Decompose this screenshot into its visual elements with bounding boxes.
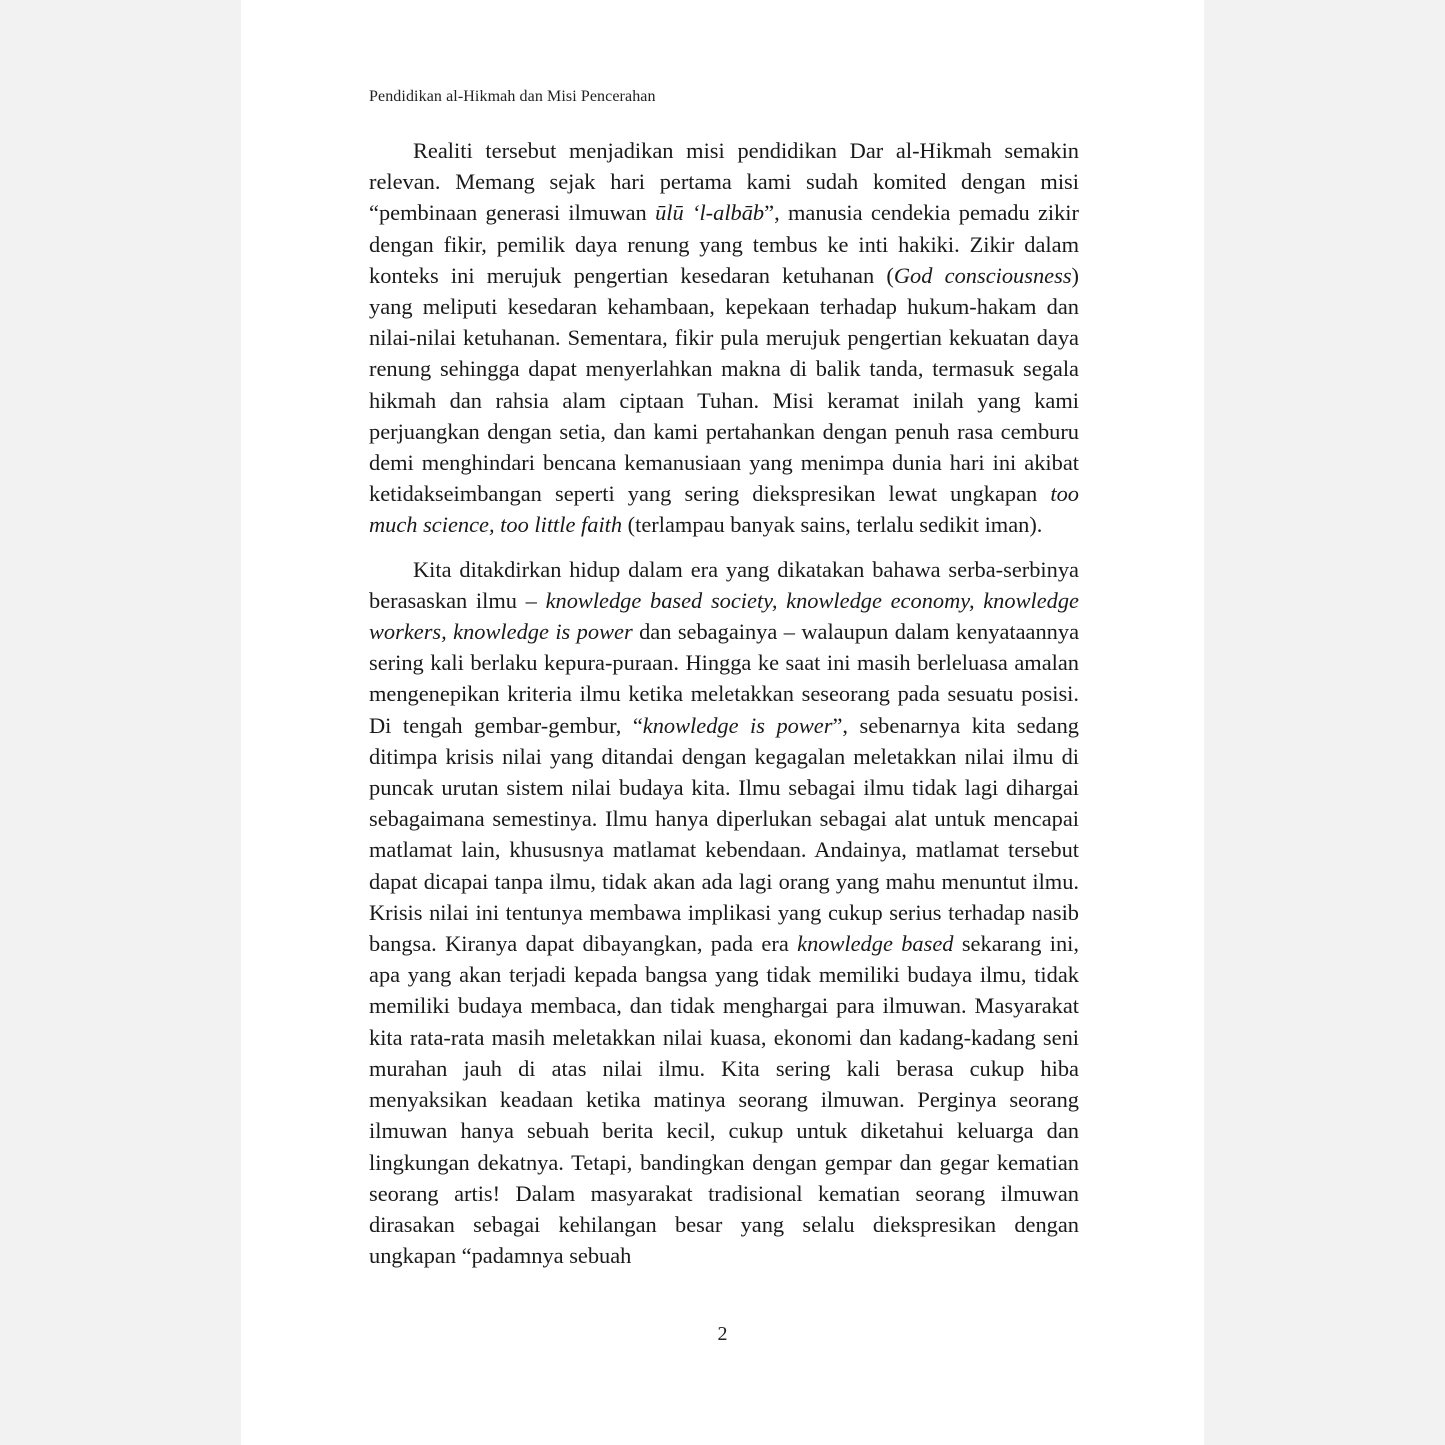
running-header: Pendidikan al-Hikmah dan Misi Pencerahan xyxy=(369,88,656,105)
paragraph-1-italic-2: God consciousness xyxy=(893,262,1072,288)
paragraph-2 xyxy=(369,554,1079,1272)
paragraph-2-text-2: dan sebagainya – walaupun dalam kenyataannya sering kali berlaku kepura-puraan. Hingga ke saat ini masih berleluasa amalan mengenepikan kriteria ilmu ketika meletakkan seseorang pada sesuatu posisi. Di tengah gembar-gembur, “ xyxy=(369,619,1080,738)
paragraph-2-text-3: ”, sebenarnya kita sedang ditimpa krisis nilai yang ditandai dengan kegagalan meletakkan nilai ilmu di puncak urutan sistem nilai budaya kita. Ilmu sebagai ilmu tidak lagi dihargai sebagaimana semestinya. Ilmu hanya diperlukan sebagai alat untuk mencapai matlamat lain, khususnya matlamat kebendaan. Andainya, matlamat tersebut dapat dicapai tanpa ilmu, tidak akan ada lagi orang yang mahu menuntut ilmu. Krisis nilai ini tentunya membawa implikasi yang cukup serius terhadap nasib bangsa. Kiranya dapat dibayangkan, pada era xyxy=(369,712,1079,957)
paragraph-2-italic-3: knowledge based xyxy=(797,931,954,957)
paragraph-1-italic-3: too much science, too little faith xyxy=(369,481,1079,538)
paragraph-1-italic-1: ūlū ‘l-albāb xyxy=(655,200,765,226)
paragraph-1-text-4: (terlampau banyak sains, terlalu sedikit iman). xyxy=(622,512,1043,538)
paragraph-2-text-1: Kita ditakdirkan hidup dalam era yang dikatakan bahawa serba-serbinya berasaskan ilmu – xyxy=(369,556,1079,613)
body-text xyxy=(369,135,1079,1271)
paragraph-1-text-2: ”, manusia cendekia pemadu zikir dengan fikir, pemilik daya renung yang tembus ke inti hakiki. Zikir dalam konteks ini merujuk pengertian kesedaran ketuhanan ( xyxy=(369,200,1079,288)
paragraph-2-italic-1: knowledge based society, knowledge economy, knowledge workers, knowledge is power xyxy=(369,587,1079,645)
paragraph-2-text-4: sekarang ini, apa yang akan terjadi kepada bangsa yang tidak memiliki budaya ilmu, tidak memiliki budaya membaca, dan tidak menghargai para ilmuwan. Masyarakat kita rata-rata masih meletakkan nilai kuasa, ekonomi dan kadang-kadang seni murahan jauh di atas nilai ilmu. Kita sering kali berasa cukup hiba menyaksikan keadaan ketika matinya seorang ilmuwan. Perginya seorang ilmuwan hanya sebuah berita kecil, cukup untuk diketahui keluarga dan lingkungan dekatnya. Tetapi, bandingkan dengan gempar dan gegar kematian seorang artis! Dalam masyarakat tradisional kematian seorang ilmuwan dirasakan sebagai kehilangan besar yang selalu diekspresikan dengan ungkapan “padamnya sebuah xyxy=(369,931,1080,1269)
paragraph-1-text-1: Realiti tersebut menjadikan misi pendidikan Dar al-Hikmah semakin relevan. Memang sejak hari pertama kami sudah komited dengan misi “pembinaan generasi ilmuwan xyxy=(369,138,1079,226)
paragraph-1 xyxy=(369,135,1079,541)
book-page xyxy=(241,0,1204,1445)
page-number: 2 xyxy=(717,1323,728,1345)
paragraph-2-italic-2: knowledge is power xyxy=(642,712,833,738)
paragraph-1-text-3: ) yang meliputi kesedaran kehambaan, kepekaan terhadap hukum-hakam dan nilai-nilai ketuhanan. Sementara, fikir pula merujuk pengertian kekuatan daya renung sehingga dapat menyerlahkan makna di balik tanda, termasuk segala hikmah dan rahsia alam ciptaan Tuhan. Misi keramat inilah yang kami perjuangkan dengan setia, dan kami pertahankan dengan penuh rasa cemburu demi menghindari bencana kemanusiaan yang menimpa dunia hari ini akibat ketidakseimbangan seperti yang sering diekspresikan lewat ungkapan xyxy=(369,262,1079,507)
